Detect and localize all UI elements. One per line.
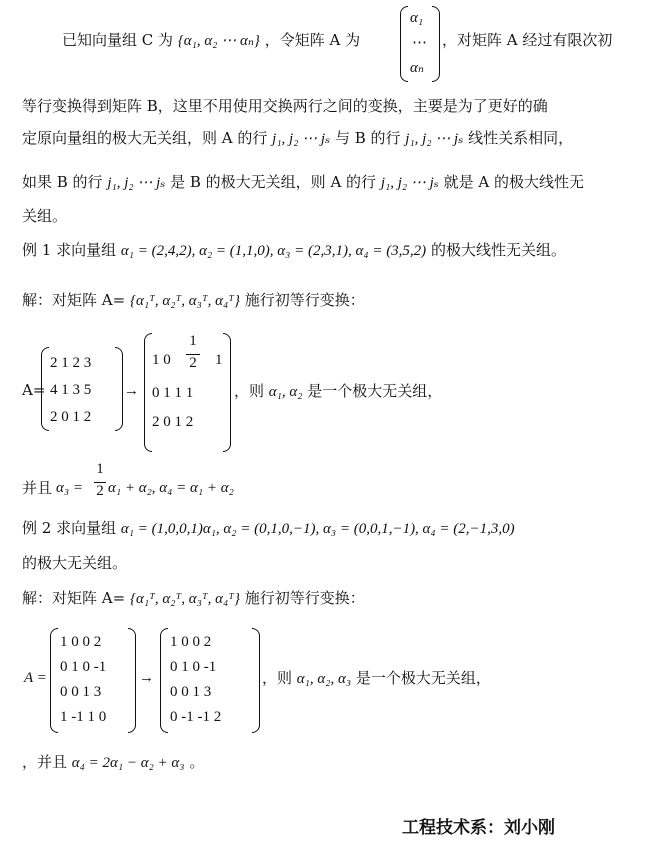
intro-line-5: 关组。: [22, 207, 68, 225]
ex1-left-matrix-lparen: [41, 347, 49, 431]
ex1-and-expr-b: α₁ + α₂, α₄ = α₁ + α₂: [108, 480, 234, 496]
rows-j-c: j₁, j₂ ⋯ jₛ: [107, 175, 166, 191]
intro-text-3c: 线性关系相同，: [468, 129, 574, 147]
ex1-arrow: →: [124, 383, 139, 399]
ex1-fraction: [186, 333, 200, 375]
ex1-a-label: A=: [22, 381, 46, 399]
example-2-solution: [22, 588, 365, 609]
ex1-right-matrix-row-2: 0 1 1 1: [152, 385, 194, 401]
ex1-concl-b: 是一个极大无关组，: [307, 382, 443, 400]
ex1-sol-a: 解：对矩阵 A=: [22, 291, 126, 309]
intro-text-3b: 与 B 的行: [334, 129, 401, 147]
author-signature: 工程技术系：刘小刚: [402, 818, 555, 838]
ex2-left-matrix-lparen: [50, 628, 58, 733]
intro-text-4b: 是 B 的极大无关组，则 A 的行: [170, 173, 377, 191]
ex2-right-matrix-row-2: 0 1 0 -1: [170, 659, 217, 675]
intro-text-1a: 已知向量组 C 为: [62, 31, 174, 49]
ex1-right-matrix-row-1b: 1: [215, 352, 223, 368]
ex1-frac-num: 1: [189, 333, 197, 349]
ex2-concl-vec: α₁, α₂, α₃: [296, 671, 352, 687]
intro-line-4: [22, 172, 584, 193]
ex1-and-frac-num: 1: [96, 461, 104, 477]
ex1-left-matrix-rparen: [115, 347, 123, 431]
ex1-right-matrix-row-3: 2 0 1 2: [152, 414, 194, 430]
ex1-and-frac-den: 2: [96, 483, 104, 499]
ex2-conclusion: [262, 668, 491, 689]
rows-j-a: j₁, j₂ ⋯ jₛ: [272, 131, 331, 147]
ex1-title-a: 例 1 求向量组: [22, 241, 117, 259]
ex1-conclusion: [234, 381, 442, 402]
col-vector-entry-1: α₁: [410, 10, 424, 26]
intro-text-4c: 就是 A 的极大线性无: [443, 173, 584, 191]
ex2-and-line: [22, 752, 204, 773]
intro-text-3a: 定原向量组的极大无关组，则 A 的行: [22, 129, 268, 147]
ex2-sol-b: 施行初等行变换：: [244, 589, 365, 607]
ex1-right-matrix-lparen: [144, 333, 152, 452]
ex2-vectors: α₁ = (1,0,0,1)α₁, α₂ = (0,1,0,−1), α₃ = (0,0,1,−1), α₄ = (2,−1,3,0): [120, 521, 515, 537]
ex2-right-matrix-rparen: [252, 628, 260, 733]
ex2-and-a: ，并且: [22, 753, 68, 771]
ex2-left-matrix-row-2: 0 1 0 -1: [60, 659, 107, 675]
ex1-left-matrix-row-3: 2 0 1 2: [50, 409, 92, 425]
set-c: {α₁, α₂ ⋯ αₙ}: [177, 33, 260, 49]
example-1-title: [22, 240, 566, 261]
ex2-a-label: A =: [24, 670, 47, 686]
intro-line-3: [22, 128, 573, 149]
col-vector-left-paren: [400, 6, 408, 82]
ex2-title-a: 例 2 求向量组: [22, 519, 117, 537]
ex1-and-expr-a: α₃ =: [56, 480, 83, 496]
ex1-left-matrix-row-2: 4 1 3 5: [50, 382, 92, 398]
ex1-left-matrix-row-1: 2 1 2 3: [50, 355, 92, 371]
ex2-sol-a: 解：对矩阵 A=: [22, 589, 126, 607]
ex1-concl-a: ，则: [234, 382, 265, 400]
ex2-and-expr: α₄ = 2α₁ − α₂ + α₃: [71, 755, 185, 771]
intro-line-1: [62, 30, 360, 51]
ex2-title-b: 的极大无关组。: [22, 554, 128, 572]
ex1-concl-vec: α₁, α₂: [268, 384, 303, 400]
ex1-vectors: α₁ = (2,4,2), α₂ = (1,1,0), α₃ = (2,3,1), α₄ = (3,5,2): [120, 243, 427, 259]
col-vector-entry-2: ⋯: [412, 35, 427, 51]
ex2-concl-b: 是一个极大无关组，: [355, 669, 491, 687]
ex2-right-matrix-row-4: 0 -1 -1 2: [170, 709, 222, 725]
rows-j-d: j₁, j₂ ⋯ jₛ: [380, 175, 439, 191]
ex2-sol-set: {α₁ᵀ, α₂ᵀ, α₃ᵀ, α₄ᵀ}: [129, 591, 240, 607]
ex2-right-matrix-lparen: [160, 628, 168, 733]
col-vector-right-paren: [432, 6, 440, 82]
ex1-title-b: 的极大线性无关组。: [430, 241, 566, 259]
ex2-arrow: →: [139, 670, 154, 686]
ex1-sol-b: 施行初等行变换：: [244, 291, 365, 309]
ex1-sol-set: {α₁ᵀ, α₂ᵀ, α₃ᵀ, α₄ᵀ}: [129, 293, 240, 309]
ex2-right-matrix-row-3: 0 0 1 3: [170, 684, 212, 700]
example-2-title: [22, 518, 515, 539]
ex2-left-matrix-row-4: 1 -1 1 0: [60, 709, 107, 725]
rows-j-b: j₁, j₂ ⋯ jₛ: [405, 131, 464, 147]
ex2-left-matrix-rparen: [128, 628, 136, 733]
intro-line-2: 等行变换得到矩阵 B，这里不用使用交换两行之间的变换，主要是为了更好的确: [22, 97, 548, 115]
ex1-and-a: 并且: [22, 479, 53, 497]
intro-text-4a: 如果 B 的行: [22, 173, 103, 191]
intro-text-1c: ，对矩阵 A 经过有限次初: [442, 31, 613, 49]
ex2-right-matrix-row-1: 1 0 0 2: [170, 634, 212, 650]
ex2-left-matrix-row-1: 1 0 0 2: [60, 634, 102, 650]
ex2-left-matrix-row-3: 0 0 1 3: [60, 684, 102, 700]
intro-text-1b: ，令矩阵 A 为: [264, 31, 361, 49]
ex2-and-end: 。: [189, 753, 205, 771]
ex1-right-matrix-row-1a: 1 0: [152, 352, 171, 368]
ex2-concl-a: ，则: [262, 669, 293, 687]
example-1-solution: [22, 290, 365, 311]
col-vector-entry-3: αₙ: [410, 60, 424, 76]
ex1-and-fraction: [94, 461, 106, 503]
ex1-right-matrix-rparen: [223, 333, 231, 452]
ex1-frac-den: 2: [189, 355, 197, 371]
